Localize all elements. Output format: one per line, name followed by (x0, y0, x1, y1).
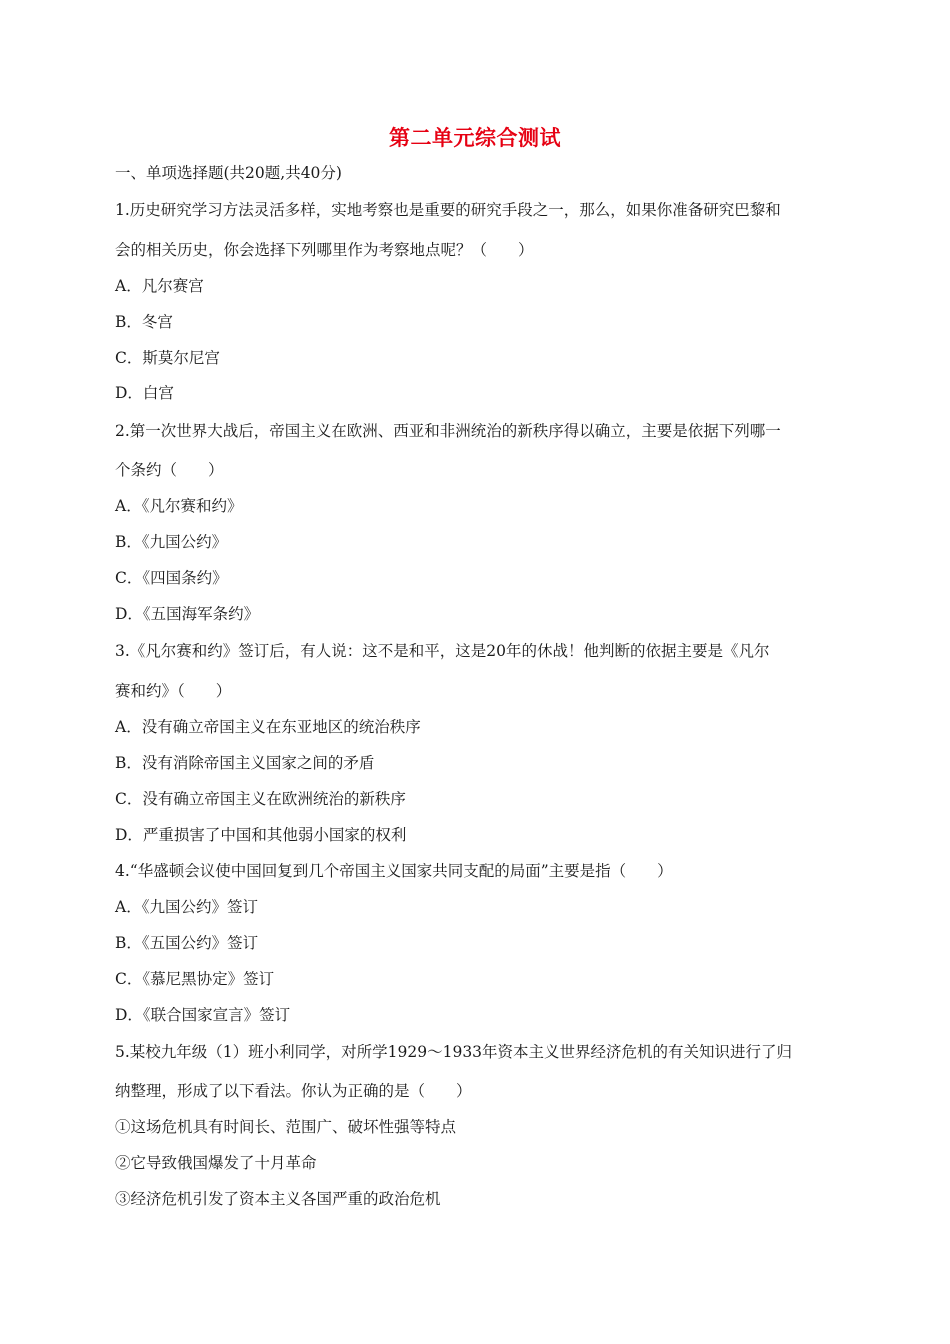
question-4-option-c: C．《慕尼黑协定》签订 (115, 970, 275, 988)
question-3-option-c: C．没有确立帝国主义在欧洲统治的新秩序 (115, 790, 406, 808)
question-5-statement-1: ①这场危机具有时间长、范围广、破坏性强等特点 (115, 1118, 457, 1136)
question-3-option-a: A．没有确立帝国主义在东亚地区的统治秩序 (115, 718, 421, 736)
question-4-option-a: A．《九国公约》签订 (115, 898, 258, 916)
question-3-option-b: B．没有消除帝国主义国家之间的矛盾 (115, 754, 375, 772)
question-5-statement-2: ②它导致俄国爆发了十月革命 (115, 1154, 317, 1172)
question-1-option-d: D．白宫 (115, 384, 174, 402)
question-2-option-c: C．《四国条约》 (115, 569, 228, 587)
section-heading: 一、单项选择题(共20题,共40分) (115, 164, 342, 182)
question-3-option-d: D．严重损害了中国和其他弱小国家的权利 (115, 826, 407, 844)
question-1-stem-line-2: 会的相关历史，你会选择下列哪里作为考察地点呢？（ ） (115, 241, 534, 259)
question-5-statement-3: ③经济危机引发了资本主义各国严重的政治危机 (115, 1190, 441, 1208)
question-1-option-b: B．冬宫 (115, 313, 173, 331)
page-title: 第二单元综合测试 (389, 126, 561, 150)
question-1-option-c: C．斯莫尔尼宫 (115, 349, 220, 367)
question-2-stem-line-1: 2.第一次世界大战后，帝国主义在欧洲、西亚和非洲统治的新秩序得以确立，主要是依据下列哪一 (115, 422, 781, 440)
question-1-option-a: A．凡尔赛宫 (115, 277, 204, 295)
question-3-stem-line-2: 赛和约》（ ） (115, 682, 232, 700)
question-5-stem-line-1: 5.某校九年级（1）班小利同学，对所学1929～1933年资本主义世界经济危机的有关知识进行了归 (115, 1043, 793, 1061)
question-2-option-b: B．《九国公约》 (115, 533, 228, 551)
question-2-stem-line-2: 个条约（ ） (115, 461, 224, 479)
question-3-stem-line-1: 3.《凡尔赛和约》签订后，有人说：这不是和平，这是20年的休战！他判断的依据主要是《凡尔 (115, 642, 770, 660)
question-4-option-b: B．《五国公约》签订 (115, 934, 259, 952)
question-4-stem-line-1: 4.“华盛顿会议使中国回复到几个帝国主义国家共同支配的局面”主要是指（ ） (115, 862, 673, 880)
question-1-stem-line-1: 1.历史研究学习方法灵活多样，实地考察也是重要的研究手段之一，那么，如果你准备研究巴黎和 (115, 201, 781, 219)
question-2-option-d: D．《五国海军条约》 (115, 605, 260, 623)
question-5-stem-line-2: 纳整理，形成了以下看法。你认为正确的是（ ） (115, 1082, 472, 1100)
question-4-option-d: D．《联合国家宣言》签订 (115, 1006, 291, 1024)
question-2-option-a: A．《凡尔赛和约》 (115, 497, 243, 515)
